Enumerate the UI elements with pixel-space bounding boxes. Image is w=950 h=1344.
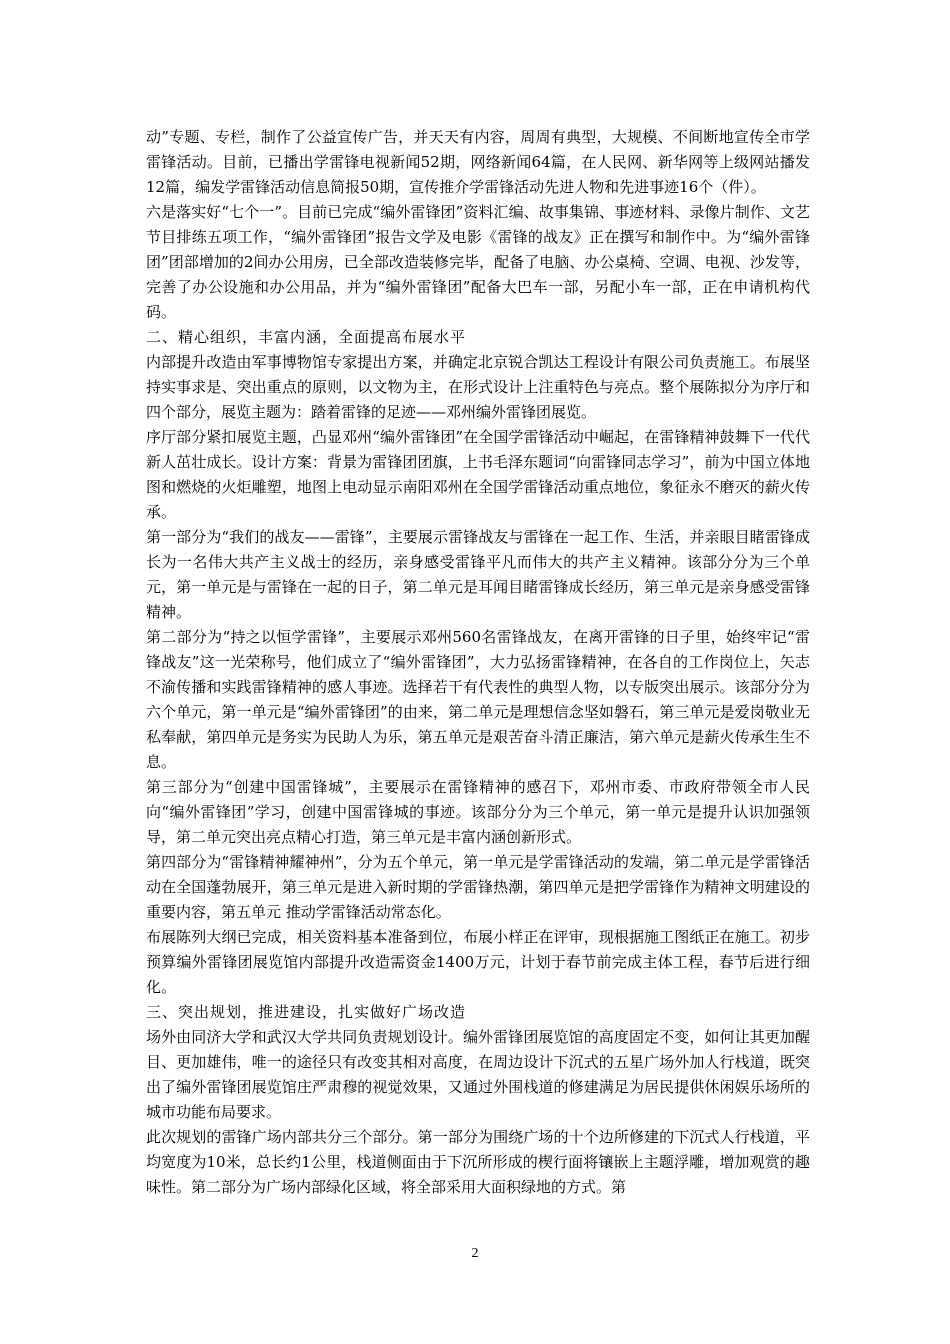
document-body: [146, 125, 810, 1200]
paragraph-part-two: 第二部分为“持之以恒学雷锋”，主要展示邓州560名雷锋战友，在离开雷锋的日子里，始终牢记“雷锋战友”这一光荣称号，他们成立了“编外雷锋团”，大力弘扬雷锋精神，在各自的工作岗位上，矢志不渝传播和实践雷锋精神的感人事迹。选择若干有代表性的典型人物，以专版突出展示。该部分分为六个单元，第一单元是“编外雷锋团”的由来，第二单元是理想信念坚如磐石，第三单元是爱岗敬业无私奉献，第四单元是务实为民助人为乐，第五单元是艰苦奋斗清正廉洁，第六单元是薪火传承生生不息。: [146, 628, 810, 771]
page-number: 2: [471, 1246, 479, 1261]
paragraph-part-three: 第三部分为“创建中国雷锋城”，主要展示在雷锋精神的感召下，邓州市委、市政府带领全市人民向“编外雷锋团”学习，创建中国雷锋城的事迹。该部分分为三个单元，第一单元是提升认识加强领导，第二单元突出亮点精心打造，第三单元是丰富内涵创新形式。: [146, 778, 810, 846]
paragraph-outline-budget: 布展陈列大纲已完成，相关资料基本准备到位，布展小样正在评审，现根据施工图纸正在施工。初步预算编外雷锋团展览馆内部提升改造需资金1400万元，计划于春节前完成主体工程，春节后进行细化。: [146, 928, 810, 996]
paragraph-outdoor-design: 场外由同济大学和武汉大学共同负责规划设计。编外雷锋团展览馆的高度固定不变，如何让其更加醒目、更加雄伟，唯一的途径只有改变其相对高度，在周边设计下沉式的五星广场外加人行栈道，既突出了编外雷锋团展览馆庄严肃穆的视觉效果，又通过外围栈道的修建满足为居民提供休闲娱乐场所的城市功能布局要求。: [146, 1028, 810, 1121]
paragraph-publicity: 动”专题、专栏，制作了公益宣传广告，并天天有内容，周周有典型，大规模、不间断地宣传全市学雷锋活动。目前，已播出学雷锋电视新闻52期，网络新闻64篇，在人民网、新华网等上级网站播发12篇，编发学雷锋活动信息简报50期，宣传推介学雷锋活动先进人物和先进事迹16个（件）。: [146, 128, 810, 196]
section-heading-exhibition: 二、精心组织，丰富内涵，全面提高布展水平: [146, 328, 467, 346]
paragraph-prelude-hall: 序厅部分紧扣展览主题，凸显邓州“编外雷锋团”在全国学雷锋活动中崛起，在雷锋精神鼓舞下一代代新人茁壮成长。设计方案：背景为雷锋团团旗，上书毛泽东题词“向雷锋同志学习”，前为中国立体地图和燃烧的火炬雕塑，地图上电动显示南阳邓州在全国学雷锋活动重点地位，象征永不磨灭的薪火传承。: [146, 428, 810, 521]
paragraph-part-four: 第四部分为“雷锋精神耀神州”，分为五个单元，第一单元是学雷锋活动的发端，第二单元是学雷锋活动在全国蓬勃展开，第三单元是进入新时期的学雷锋热潮，第四单元是把学雷锋作为精神文明建设的重要内容，第五单元 推动学雷锋活动常态化。: [146, 853, 810, 921]
paragraph-interior-plan: 内部提升改造由军事博物馆专家提出方案，并确定北京锐合凯达工程设计有限公司负责施工。布展坚持实事求是、突出重点的原则，以文物为主，在形式设计上注重特色与亮点。整个展陈拟分为序厅和四个部分，展览主题为：踏着雷锋的足迹——邓州编外雷锋团展览。: [146, 353, 810, 421]
section-heading-plaza: 三、突出规划，推进建设，扎实做好广场改造: [146, 1003, 467, 1021]
paragraph-plaza-parts: 此次规划的雷锋广场内部共分三个部分。第一部分为围绕广场的十个边所修建的下沉式人行栈道，平均宽度为10米，总长约1公里，栈道侧面由于下沉所形成的楔行面将镶嵌上主题浮雕，增加观赏的趣味性。第二部分为广场内部绿化区域，将全部采用大面积绿地的方式。第: [146, 1128, 810, 1196]
paragraph-seven-ones: 六是落实好“七个一”。目前已完成“编外雷锋团”资料汇编、故事集锦、事迹材料、录像片制作、文艺节目排练五项工作，“编外雷锋团”报告文学及电影《雷锋的战友》正在撰写和制作中。为“编外雷锋团”团部增加的2间办公用房，已全部改造装修完毕，配备了电脑、办公桌椅、空调、电视、沙发等，完善了办公设施和办公用品，并为“编外雷锋团”配备大巴车一部，另配小车一部，正在申请机构代码。: [146, 203, 810, 321]
paragraph-part-one: 第一部分为“我们的战友——雷锋”，主要展示雷锋战友与雷锋在一起工作、生活，并亲眼目睹雷锋成长为一名伟大共产主义战士的经历，亲身感受雷锋平凡而伟大的共产主义精神。该部分分为三个单元，第一单元是与雷锋在一起的日子，第二单元是耳闻目睹雷锋成长经历，第三单元是亲身感受雷锋精神。: [146, 528, 810, 621]
